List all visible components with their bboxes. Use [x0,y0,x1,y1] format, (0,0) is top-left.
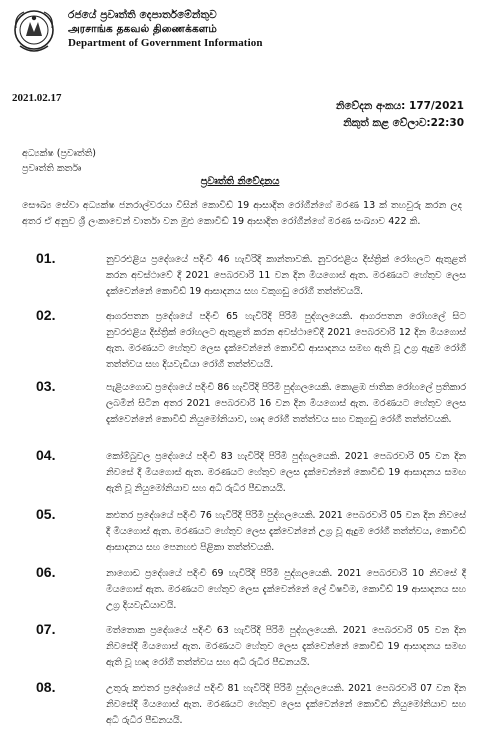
state-emblem-icon [12,6,56,58]
intro-paragraph: සෞඛ්‍ය සේවා අධ්‍යක්ෂ ජනරාල්වරයා විසින් කොවිඩ් 19 ආසාදිත රෝගීන්ගේ මරණ 13 ක් තහවුරු කරන ලද අතර ඒ අනුව ශ්‍රී ලංකාවෙන් වාර්තා වන මුළු කොවිඩ් 19 ආසාදිත රෝගීන්ගේ මරණ සංඛ්‍යාව 422 කි. [22,200,462,227]
addressee-editor: ප්‍රවෘත්ති කර්තෘ [22,163,82,174]
item-number: 08. [36,679,56,695]
release-number: නිවේදන අංකය: 177/2021 [335,100,464,112]
item-text: නාගොඩ ප්‍රදේශයේ පදිංචි 69 හැවිරිදි පිරිමි පුද්ගලයෙකි. 2021 පෙබරවාරි 10 නිවසේ දී මියගොස් ඇත. මරණයට හේතුව ලෙස දැක්වෙන්නේ ලේ විෂවීම, කොවිඩ් 19 ආසාදනය සහ උග්‍ර දියවැඩියාවයි. [106,568,466,611]
item-number: 02. [36,307,56,323]
letterhead-sinhala: රජයේ ප්‍රවෘත්ති දෙපාර්තමේන්තුව [68,9,217,21]
letterhead-english: Department of Government Information [68,37,263,49]
release-time: නිකුත් කළ වේලාව:22:30 [343,117,464,129]
item-number: 06. [36,564,56,580]
item-text: නුවරඑළිය ප්‍රදේශයේ පදිංචි 46 හැවිරිදි කාන්තාවකි. නුවරඑළිය දිස්ත්‍රික් රෝහලට ඇතුළත් කරන අවස්ථාවේ දී 2021 පෙබරවාරි 11 වන දින මියගොස් ඇත. මරණයට හේතුව ලෙස දැක්වෙන්නේ කොවිඩ් 19 ආසාදනය සහ වකුගඩු රෝගී තත්ත්වයයි. [106,254,466,297]
item-text: පැළියගොඩ ප්‍රදේශයේ පදිංචි 86 හැවිරිදි පිරිමි පුද්ගලයෙකි. කොළඹ ජාතික රෝහලේ ප්‍රතිකාර ලබමින් සිටින අතර 2021 පෙබරවාරි 16 වන දින මියගොස් ඇත. මරණයට හේතුව ලෙස දැක්වෙන්නේ කොවිඩ් නියුමෝනියාව, හෘද රෝගී තත්ත්වය සහ වකුගඩු රෝගී තත්ත්වයකි. [106,382,466,425]
release-date: 2021.02.17 [12,92,62,104]
item-text: උතුරු කළුතර ප්‍රදේශයේ පදිංචි 81 හැවිරිදි පිරිමි පුද්ගලයෙකි. 2021 පෙබරවාරි 07 වන දින නිවසේදී මියගොස් ඇත. මරණයට හේතුව ලෙස දැක්වෙන්නේ කොවිඩ් නියුමෝනියාව සහ අධි රුධිර පීඩනයයි. [106,683,466,726]
item-number: 05. [36,506,56,522]
item-number: 04. [36,447,56,463]
addressee-block [22,146,96,176]
item-text: කළුතර ප්‍රදේශයේ පදිංචි 76 හැවිරිදි පිරිමි පුද්ගලයෙකි. 2021 පෙබරවාරි 05 වන දින නිවසේ දී මියගොස් ඇත. මරණයට හේතුව ලෙස දැක්වෙන්නේ උග්‍ර වූ ඇදුම රෝගී තත්ත්වය, කොවිඩ් ආසාදනය සහ පෙනහළු පිළිකා තත්ත්වයකි. [106,510,466,553]
item-number: 01. [36,250,56,266]
item-text: ආගරපතන ප්‍රදේශයේ පදිංචි 65 හැවිරිදි පිරිමි පුද්ගලයෙකි. ආගරපතන රෝහලේ සිට නුවරඑළිය දිස්ත්‍රික් රෝහලට ඇතුළත් කරන අවස්ථාවේදී 2021 පෙබරවාරි 12 දින මියගොස් ඇත. මරණයට හේතුව ලෙස දැක්වෙන්නේ කොවිඩ් ආසාදනය සමඟ ඇති වූ උග්‍ර ඇදුම රෝගී තත්ත්වය සහ දියවැඩියා රෝගී තත්ත්වයයි. [106,311,466,370]
item-text: කෝම්බුවල ප්‍රදේශයේ පදිංචි 83 හැවිරිදි පිරිමි පුද්ගලයෙකි. 2021 පෙබරවාරි 05 වන දින නිවසේ දී මියගොස් ඇත. මරණයට හේතුව ලෙස දැක්වෙන්නේ කොවිඩ් 19 ආසාදනය සමඟ ඇති වූ නියුමෝනියාව සහ අධි රුධිර පීඩනයයි. [106,451,466,494]
addressee-director: අධ්‍යක්ෂ (ප්‍රවෘත්ති) [22,148,97,159]
item-number: 03. [36,378,56,394]
letterhead [12,6,392,66]
release-reference [336,98,464,132]
document-title: ප්‍රවෘත්ති නිවේදනය [200,176,280,187]
letterhead-tamil: அரசாங்க தகவல் திணைக்களம் [68,23,217,35]
item-text: මත්තොක ප්‍රදේශයේ පදිංචි 63 හැවිරිදි පිරිමි පුද්ගලයෙකි. 2021 පෙබරවාරි 05 වන දින නිවසේදී මියගොස් ඇත. මරණයට හේතුව ලෙස දැක්වෙන්නේ කොවිඩ් 19 ආසාදනය සමඟ ඇති වූ හෘද රෝගී තත්ත්වය සහ අධි රුධිර පීඩනයයි. [106,625,466,668]
item-number: 07. [36,621,56,637]
